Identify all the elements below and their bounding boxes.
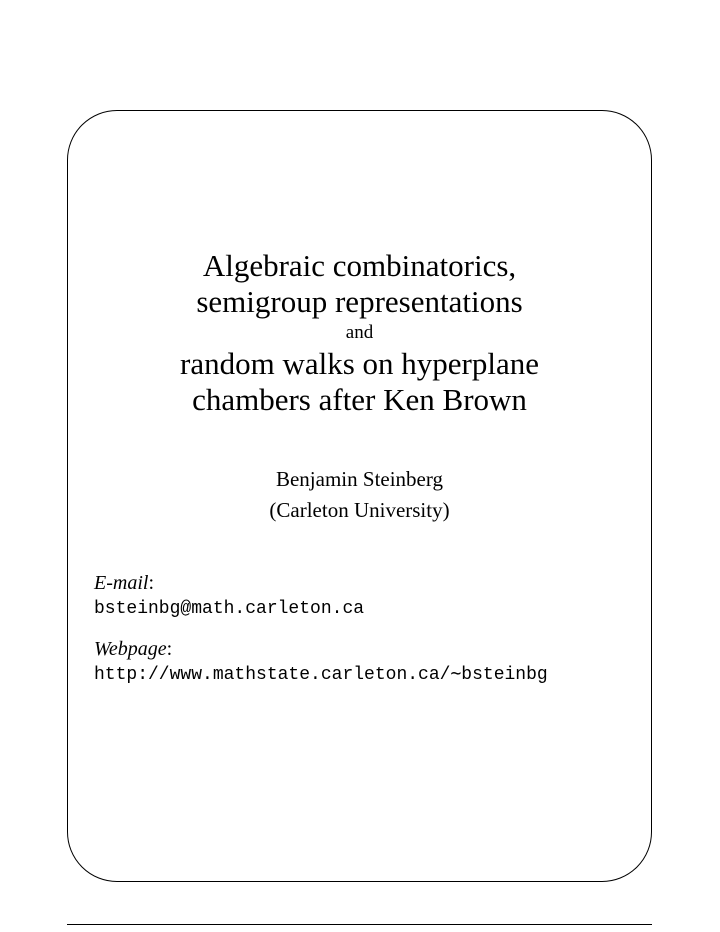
webpage-label [94, 636, 639, 662]
title-block [67, 248, 652, 418]
email-label [94, 570, 639, 596]
email-label-colon: : [148, 572, 154, 594]
title-line-3: random walks on hyperplane [180, 346, 539, 381]
title-line-2: semigroup representations [196, 284, 523, 319]
author-affiliation: (Carleton University) [269, 498, 450, 522]
author-block [67, 464, 652, 526]
contact-block [94, 570, 639, 702]
webpage-url[interactable]: http://www.mathstate.carleton.ca/∼bsteinbg [94, 665, 548, 685]
title-line-4: chambers after Ken Brown [192, 382, 527, 417]
title-connector: and [345, 322, 374, 343]
title-line-1: Algebraic combinatorics, [202, 248, 517, 283]
webpage-label-colon: : [166, 638, 173, 660]
email-address[interactable]: bsteinbg@math.carleton.ca [94, 599, 365, 619]
author-name: Benjamin Steinberg [275, 467, 443, 491]
footer-rule [67, 924, 652, 925]
email-label-text: E-mail [94, 572, 149, 594]
webpage-label-text: Webpage [94, 638, 167, 660]
